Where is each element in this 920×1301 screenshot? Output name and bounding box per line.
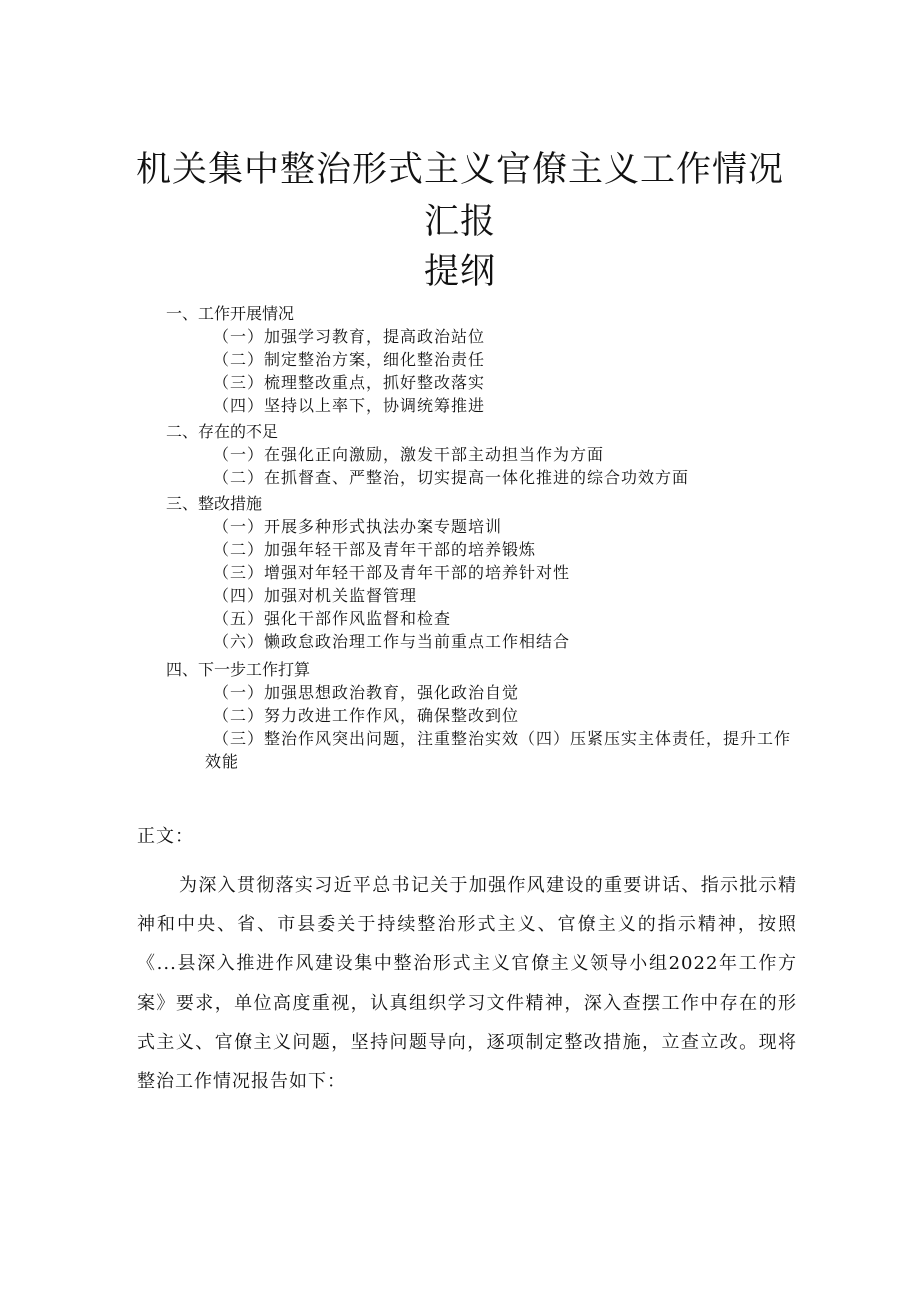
outline-item: （三）整治作风突出问题，注重整治实效（四）压紧压实主体责任，提升工作效能	[205, 729, 792, 771]
outline-item: （四）坚持以上率下，协调统筹推进	[213, 396, 486, 415]
outline-item: （一）加强思想政治教育，强化政治自觉	[213, 683, 520, 702]
outline-heading-1: 一、工作开展情况	[166, 304, 295, 323]
outline-item: （四）加强对机关监督管理	[213, 586, 418, 605]
outline-item: （一）加强学习教育，提高政治站位	[213, 327, 486, 346]
outline-heading-3: 三、整改措施	[166, 494, 263, 513]
outline-item: （六）懒政怠政治理工作与当前重点工作相结合	[213, 632, 571, 651]
outline-item: （一）在强化正向激励，激发干部主动担当作为方面	[213, 445, 605, 464]
document-title-line-2: 汇报	[423, 202, 496, 242]
outline-item: （三）增强对年轻干部及青年干部的培养针对性	[213, 563, 571, 582]
outline-item: （二）加强年轻干部及青年干部的培养锻炼	[213, 540, 537, 559]
outline-item: （五）强化干部作风监督和检查	[213, 609, 452, 628]
outline-heading-2: 二、存在的不足	[166, 422, 279, 441]
outline-item: （二）努力改进工作作风，确保整改到位	[213, 706, 520, 725]
document-title-line-3: 提纲	[423, 252, 496, 292]
outline-item: （三）梳理整改重点，抓好整改落实	[213, 373, 486, 392]
outline-item: （二）制定整治方案，细化整治责任	[213, 350, 486, 369]
body-label: 正文：	[137, 826, 194, 847]
outline-item: （一）开展多种形式执法办案专题培训	[213, 517, 503, 536]
outline-heading-4: 四、下一步工作打算	[166, 660, 311, 679]
outline-item: （二）在抓督查、严整治，切实提高一体化推进的综合功效方面	[213, 468, 690, 487]
body-paragraph: 为深入贯彻落实习近平总书记关于加强作风建设的重要讲话、指示批示精神和中央、省、市县委关于持续整治形式主义、官僚主义的指示精神，按照《...县深入推进作风建设集中整治形式主义官僚主义领导小组2022年工作方案》要求，单位高度重视，认真组织学习文件精神，深入查摆工作中存在的形式主义、官僚主义问题，坚持问题导向，逐项制定整改措施，立查立改。现将整治工作情况报告如下：	[137, 875, 797, 1093]
document-title-line-1: 机关集中整治形式主义官僚主义工作情况	[135, 150, 784, 190]
